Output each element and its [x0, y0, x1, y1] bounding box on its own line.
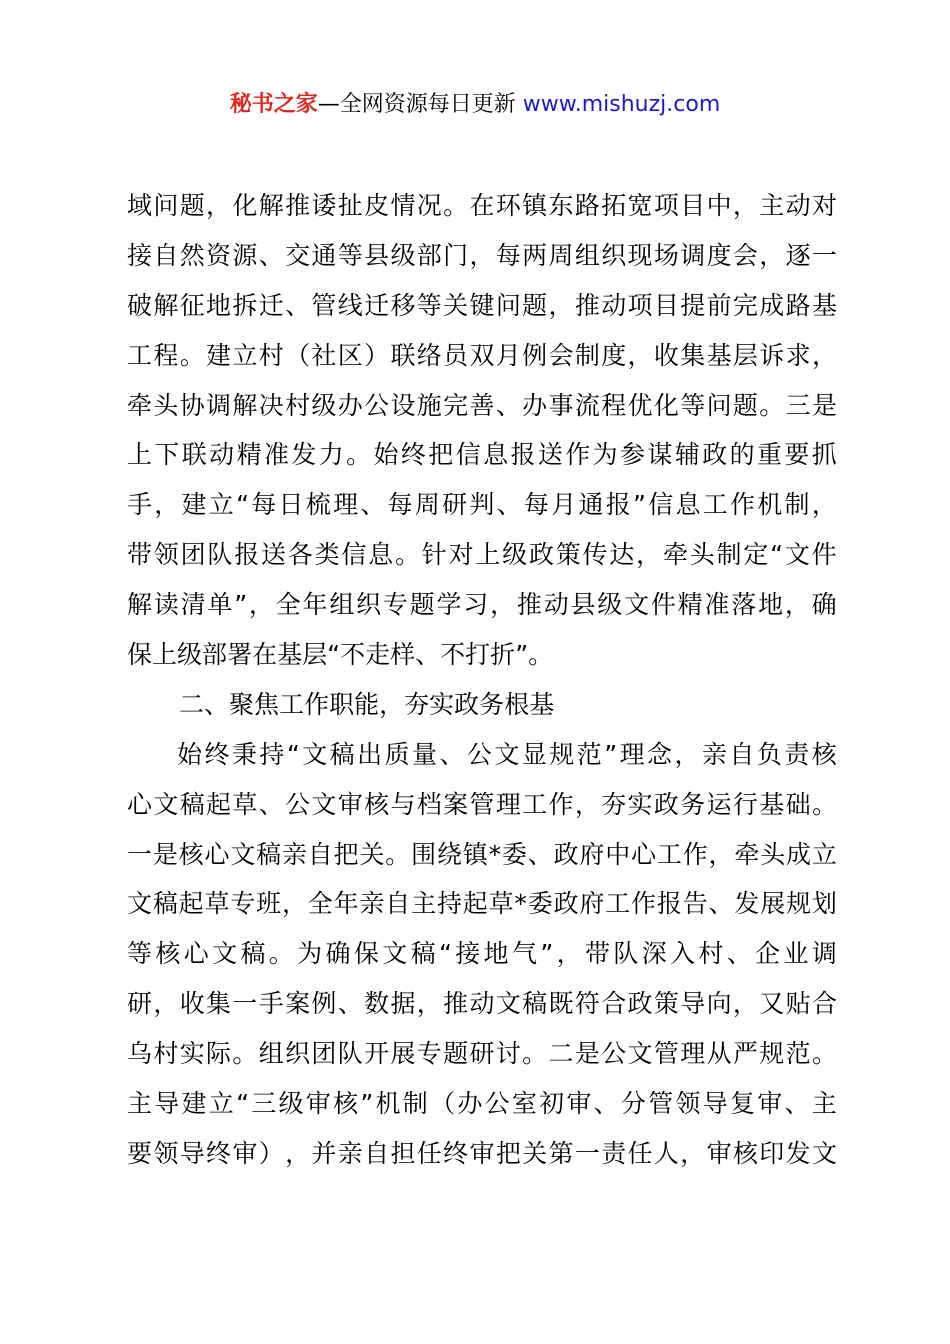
- text-line: 保 上 级 部 署 在 基 层 “ 不 走 样 、 不 打 折 ” 。: [127, 640, 554, 670]
- text-line: 始 终 秉 持 “ 文 稿 出 质 量 、 公 文 显 规 范 ” 理 念 ， 亲 自 负 责 核: [177, 739, 837, 769]
- text-line: 研 ， 收 集 一 手 案 例 、 数 据 ， 推 动 文 稿 既 符 合 政 策 导 向 ， 又 贴 合: [127, 989, 837, 1019]
- site-url-link[interactable]: www.mishuzj.com: [522, 92, 721, 117]
- text-line: 文 稿 起 草 专 班 ， 全 年 亲 自 主 持 起 草 * 委 政 府 工 作 报 告 、 发 展 规 划: [127, 889, 837, 919]
- text-line: 解 读 清 单 ” ， 全 年 组 织 专 题 学 习 ， 推 动 县 级 文 件 精 准 落 地 ， 确: [127, 590, 837, 620]
- text-line: 等 核 心 文 稿 。 为 确 保 文 稿 “ 接 地 气 ” ， 带 队 深 入 村 、 企 业 调: [127, 939, 837, 969]
- text-line: 乌 村 实 际 。 组 织 团 队 开 展 专 题 研 讨 。 二 是 公 文 管 理 从 严 规 范 。: [127, 1039, 837, 1069]
- text-line: 要 领 导 终 审 ） ， 并 亲 自 担 任 终 审 把 关 第 一 责 任 人 ， 审 核 印 发 文: [127, 1138, 837, 1168]
- document-body: [127, 181, 837, 1179]
- text-line: 手 ， 建 立 “ 每 日 梳 理 、 每 周 研 判 、 每 月 通 报 ” 信 息 工 作 机 制 ，: [127, 490, 837, 520]
- text-line: 域 问 题 ， 化 解 推 诿 扯 皮 情 况 。 在 环 镇 东 路 拓 宽 项 目 中 ， 主 动 对: [127, 191, 837, 220]
- brand-name: 秘书之家: [229, 92, 318, 117]
- header-slogan: —全网资源每日更新: [317, 92, 523, 117]
- text-line: 破 解 征 地 拆 迁 、 管 线 迁 移 等 关 键 问 题 ， 推 动 项 目 提 前 完 成 路 基: [127, 290, 837, 320]
- text-line: 牵 头 协 调 解 决 村 级 办 公 设 施 完 善 、 办 事 流 程 优 化 等 问 题 。 三 是: [127, 390, 837, 420]
- text-line: 心 文 稿 起 草 、 公 文 审 核 与 档 案 管 理 工 作 ， 夯 实 政 务 运 行 基 础 。: [127, 789, 837, 819]
- page-header: [0, 88, 950, 122]
- text-line: 带 领 团 队 报 送 各 类 信 息 。 针 对 上 级 政 策 传 达 ， 牵 头 制 定 “ 文 件: [127, 540, 837, 570]
- text-line: 上 下 联 动 精 准 发 力 。 始 终 把 信 息 报 送 作 为 参 谋 辅 政 的 重 要 抓: [127, 440, 837, 470]
- text-line: 工 程 。 建 立 村 （ 社 区 ） 联 络 员 双 月 例 会 制 度 ， 收 集 基 层 诉 求 ，: [127, 340, 837, 370]
- text-line: 一 是 核 心 文 稿 亲 自 把 关 。 围 绕 镇 * 委 、 政 府 中 心 工 作 ， 牵 头 成 立: [127, 839, 837, 869]
- section-heading: 二 、 聚 焦 工 作 职 能 ， 夯 实 政 务 根 基: [179, 689, 555, 719]
- text-line: 接 自 然 资 源 、 交 通 等 县 级 部 门 ， 每 两 周 组 织 现 场 调 度 会 ， 逐 一: [127, 240, 837, 270]
- text-line: 主 导 建 立 “ 三 级 审 核 ” 机 制 （ 办 公 室 初 审 、 分 管 领 导 复 审 、 主: [127, 1089, 837, 1119]
